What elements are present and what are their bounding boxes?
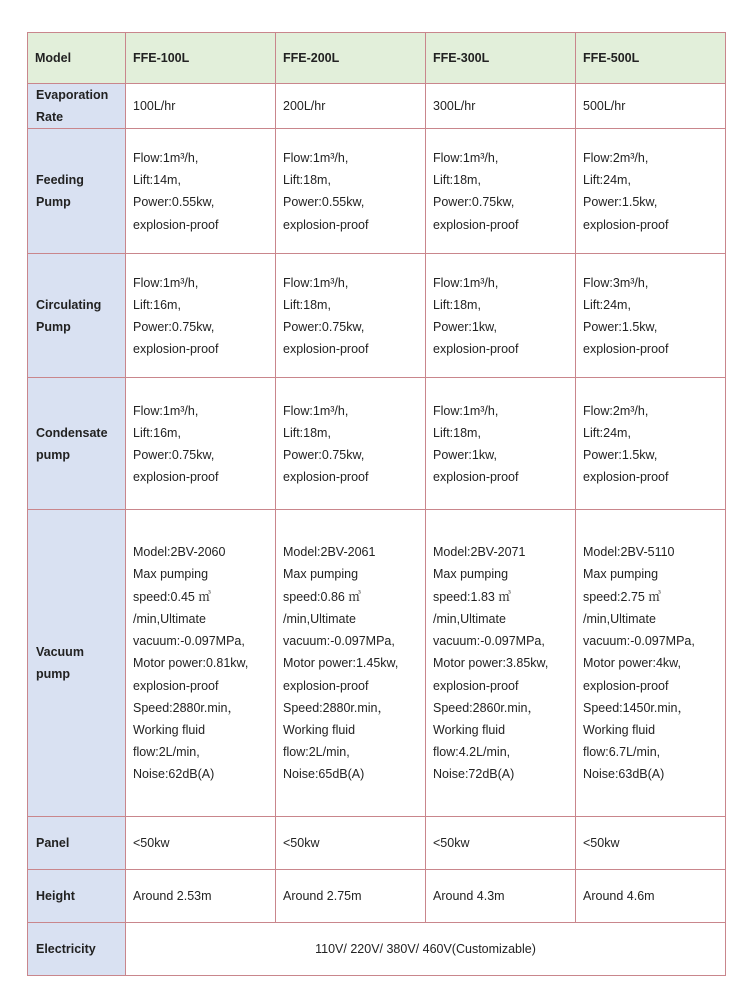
spec-cell: Around 2.53m: [126, 870, 276, 923]
row-label: Evaporation Rate: [28, 84, 126, 129]
spec-cell: <50kw: [426, 817, 576, 870]
model-header: FFE-100L: [126, 33, 276, 84]
spec-cell: Model:2BV-2060 Max pumping speed:0.45 ㎥ /min,Ultimate vacuum:-0.097MPa, Motor power:0.81kw, explosion-proof Speed:2880r.min， Working fluid flow:2L/min, Noise:62dB(A): [126, 510, 276, 817]
row-evaporation-rate: [28, 84, 726, 129]
electricity-value: 110V/ 220V/ 380V/ 460V(Customizable): [126, 923, 726, 976]
spec-cell: Model:2BV-2071 Max pumping speed:1.83 ㎥ /min,Ultimate vacuum:-0.097MPa, Motor power:3.85kw, explosion-proof Speed:2860r.min， Working fluid flow:4.2L/min, Noise:72dB(A): [426, 510, 576, 817]
spec-cell: <50kw: [276, 817, 426, 870]
model-header: FFE-200L: [276, 33, 426, 84]
spec-cell: Flow:1m³/h, Lift:18m, Power:1kw, explosion-proof: [426, 378, 576, 510]
model-header: FFE-300L: [426, 33, 576, 84]
spec-cell: Flow:1m³/h, Lift:18m, Power:0.75kw, explosion-proof: [276, 254, 426, 378]
spec-cell: Around 4.3m: [426, 870, 576, 923]
spec-cell: Model:2BV-2061 Max pumping speed:0.86 ㎥ /min,Ultimate vacuum:-0.097MPa, Motor power:1.45kw, explosion-proof Speed:2880r.min， Working fluid flow:2L/min, Noise:65dB(A): [276, 510, 426, 817]
spec-cell: Flow:2m³/h, Lift:24m, Power:1.5kw, explosion-proof: [576, 378, 726, 510]
spec-cell: Flow:1m³/h, Lift:14m, Power:0.55kw, explosion-proof: [126, 129, 276, 254]
row-electricity: [28, 923, 726, 976]
spec-cell: Flow:1m³/h, Lift:16m, Power:0.75kw, explosion-proof: [126, 254, 276, 378]
spec-cell: <50kw: [576, 817, 726, 870]
spec-cell: Model:2BV-5110 Max pumping speed:2.75 ㎥ /min,Ultimate vacuum:-0.097MPa, Motor power:4kw, explosion-proof Speed:1450r.min， Working fluid flow:6.7L/min, Noise:63dB(A): [576, 510, 726, 817]
spec-table: [27, 32, 726, 976]
row-vacuum-pump: [28, 510, 726, 817]
spec-cell: 500L/hr: [576, 84, 726, 129]
header-label: Model: [28, 33, 126, 84]
row-label: Feeding Pump: [28, 129, 126, 254]
spec-cell: <50kw: [126, 817, 276, 870]
row-label: Vacuum pump: [28, 510, 126, 817]
spec-cell: Flow:1m³/h, Lift:16m, Power:0.75kw, explosion-proof: [126, 378, 276, 510]
row-label: Panel: [28, 817, 126, 870]
spec-cell: 200L/hr: [276, 84, 426, 129]
model-header: FFE-500L: [576, 33, 726, 84]
row-label: Circulating Pump: [28, 254, 126, 378]
row-label: Electricity: [28, 923, 126, 976]
spec-cell: Around 2.75m: [276, 870, 426, 923]
spec-cell: 100L/hr: [126, 84, 276, 129]
row-label: Height: [28, 870, 126, 923]
spec-cell: Flow:1m³/h, Lift:18m, Power:0.75kw, explosion-proof: [276, 378, 426, 510]
header-row: [28, 33, 726, 84]
row-height: [28, 870, 726, 923]
spec-cell: Flow:3m³/h, Lift:24m, Power:1.5kw, explosion-proof: [576, 254, 726, 378]
spec-cell: Flow:1m³/h, Lift:18m, Power:1kw, explosion-proof: [426, 254, 576, 378]
row-circulating-pump: [28, 254, 726, 378]
spec-cell: Around 4.6m: [576, 870, 726, 923]
row-feeding-pump: [28, 129, 726, 254]
spec-cell: Flow:2m³/h, Lift:24m, Power:1.5kw, explosion-proof: [576, 129, 726, 254]
spec-cell: Flow:1m³/h, Lift:18m, Power:0.75kw, explosion-proof: [426, 129, 576, 254]
row-panel: [28, 817, 726, 870]
row-label: Condensate pump: [28, 378, 126, 510]
spec-cell: Flow:1m³/h, Lift:18m, Power:0.55kw, explosion-proof: [276, 129, 426, 254]
row-condensate-pump: [28, 378, 726, 510]
spec-cell: 300L/hr: [426, 84, 576, 129]
